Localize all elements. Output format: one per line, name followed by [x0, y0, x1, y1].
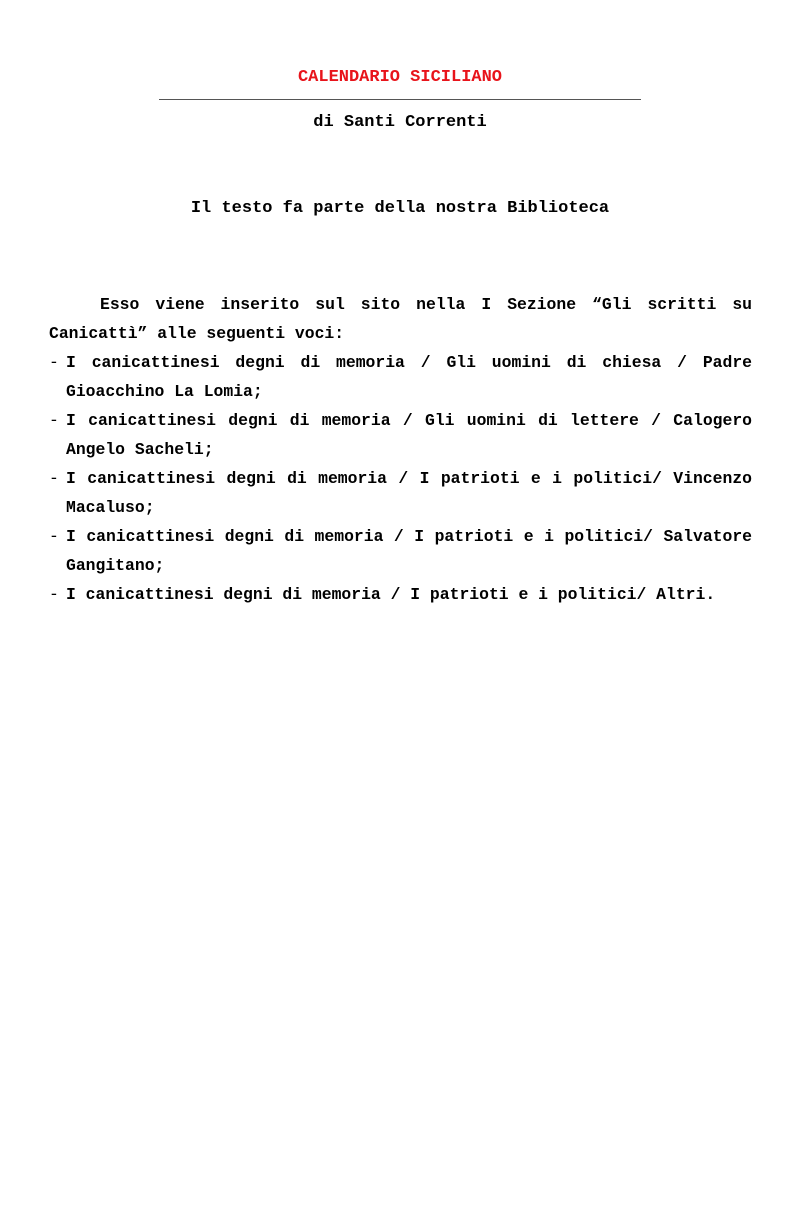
list-item-text: I canicattinesi degni di memoria / I patrioti e i politici/ Vincenzo Macaluso; — [66, 469, 752, 517]
list-item-text: I canicattinesi degni di memoria / I patrioti e i politici/ Salvatore Gangitano; — [66, 527, 752, 575]
dash-bullet: - — [49, 585, 59, 604]
list-item-text: I canicattinesi degni di memoria / Gli uomini di lettere / Calogero Angelo Sacheli; — [66, 411, 752, 459]
dash-bullet: - — [49, 411, 59, 430]
list-item-text: I canicattinesi degni di memoria / I patrioti e i politici/ Altri. — [66, 585, 716, 604]
library-note: Il testo fa parte della nostra Biblioteca — [190, 199, 610, 218]
list-item — [49, 464, 752, 522]
list-item — [49, 348, 752, 406]
dash-bullet: - — [49, 469, 59, 488]
list-item-text: I canicattinesi degni di memoria / Gli uomini di chiesa / Padre Gioacchino La Lomia; — [66, 353, 752, 401]
list-item — [49, 580, 752, 609]
document-author: di Santi Correnti — [313, 113, 487, 132]
list-item — [49, 406, 752, 464]
list-item — [49, 522, 752, 580]
document-title: CALENDARIO SICILIANO — [297, 68, 503, 87]
dash-bullet: - — [49, 353, 59, 372]
dash-bullet: - — [49, 527, 59, 546]
title-divider — [159, 99, 641, 100]
entry-list — [49, 348, 752, 609]
document-body — [49, 290, 752, 609]
intro-paragraph: Esso viene inserito sul sito nella I Sezione “Gli scritti su Canicattì” alle seguenti voci: — [49, 295, 752, 343]
